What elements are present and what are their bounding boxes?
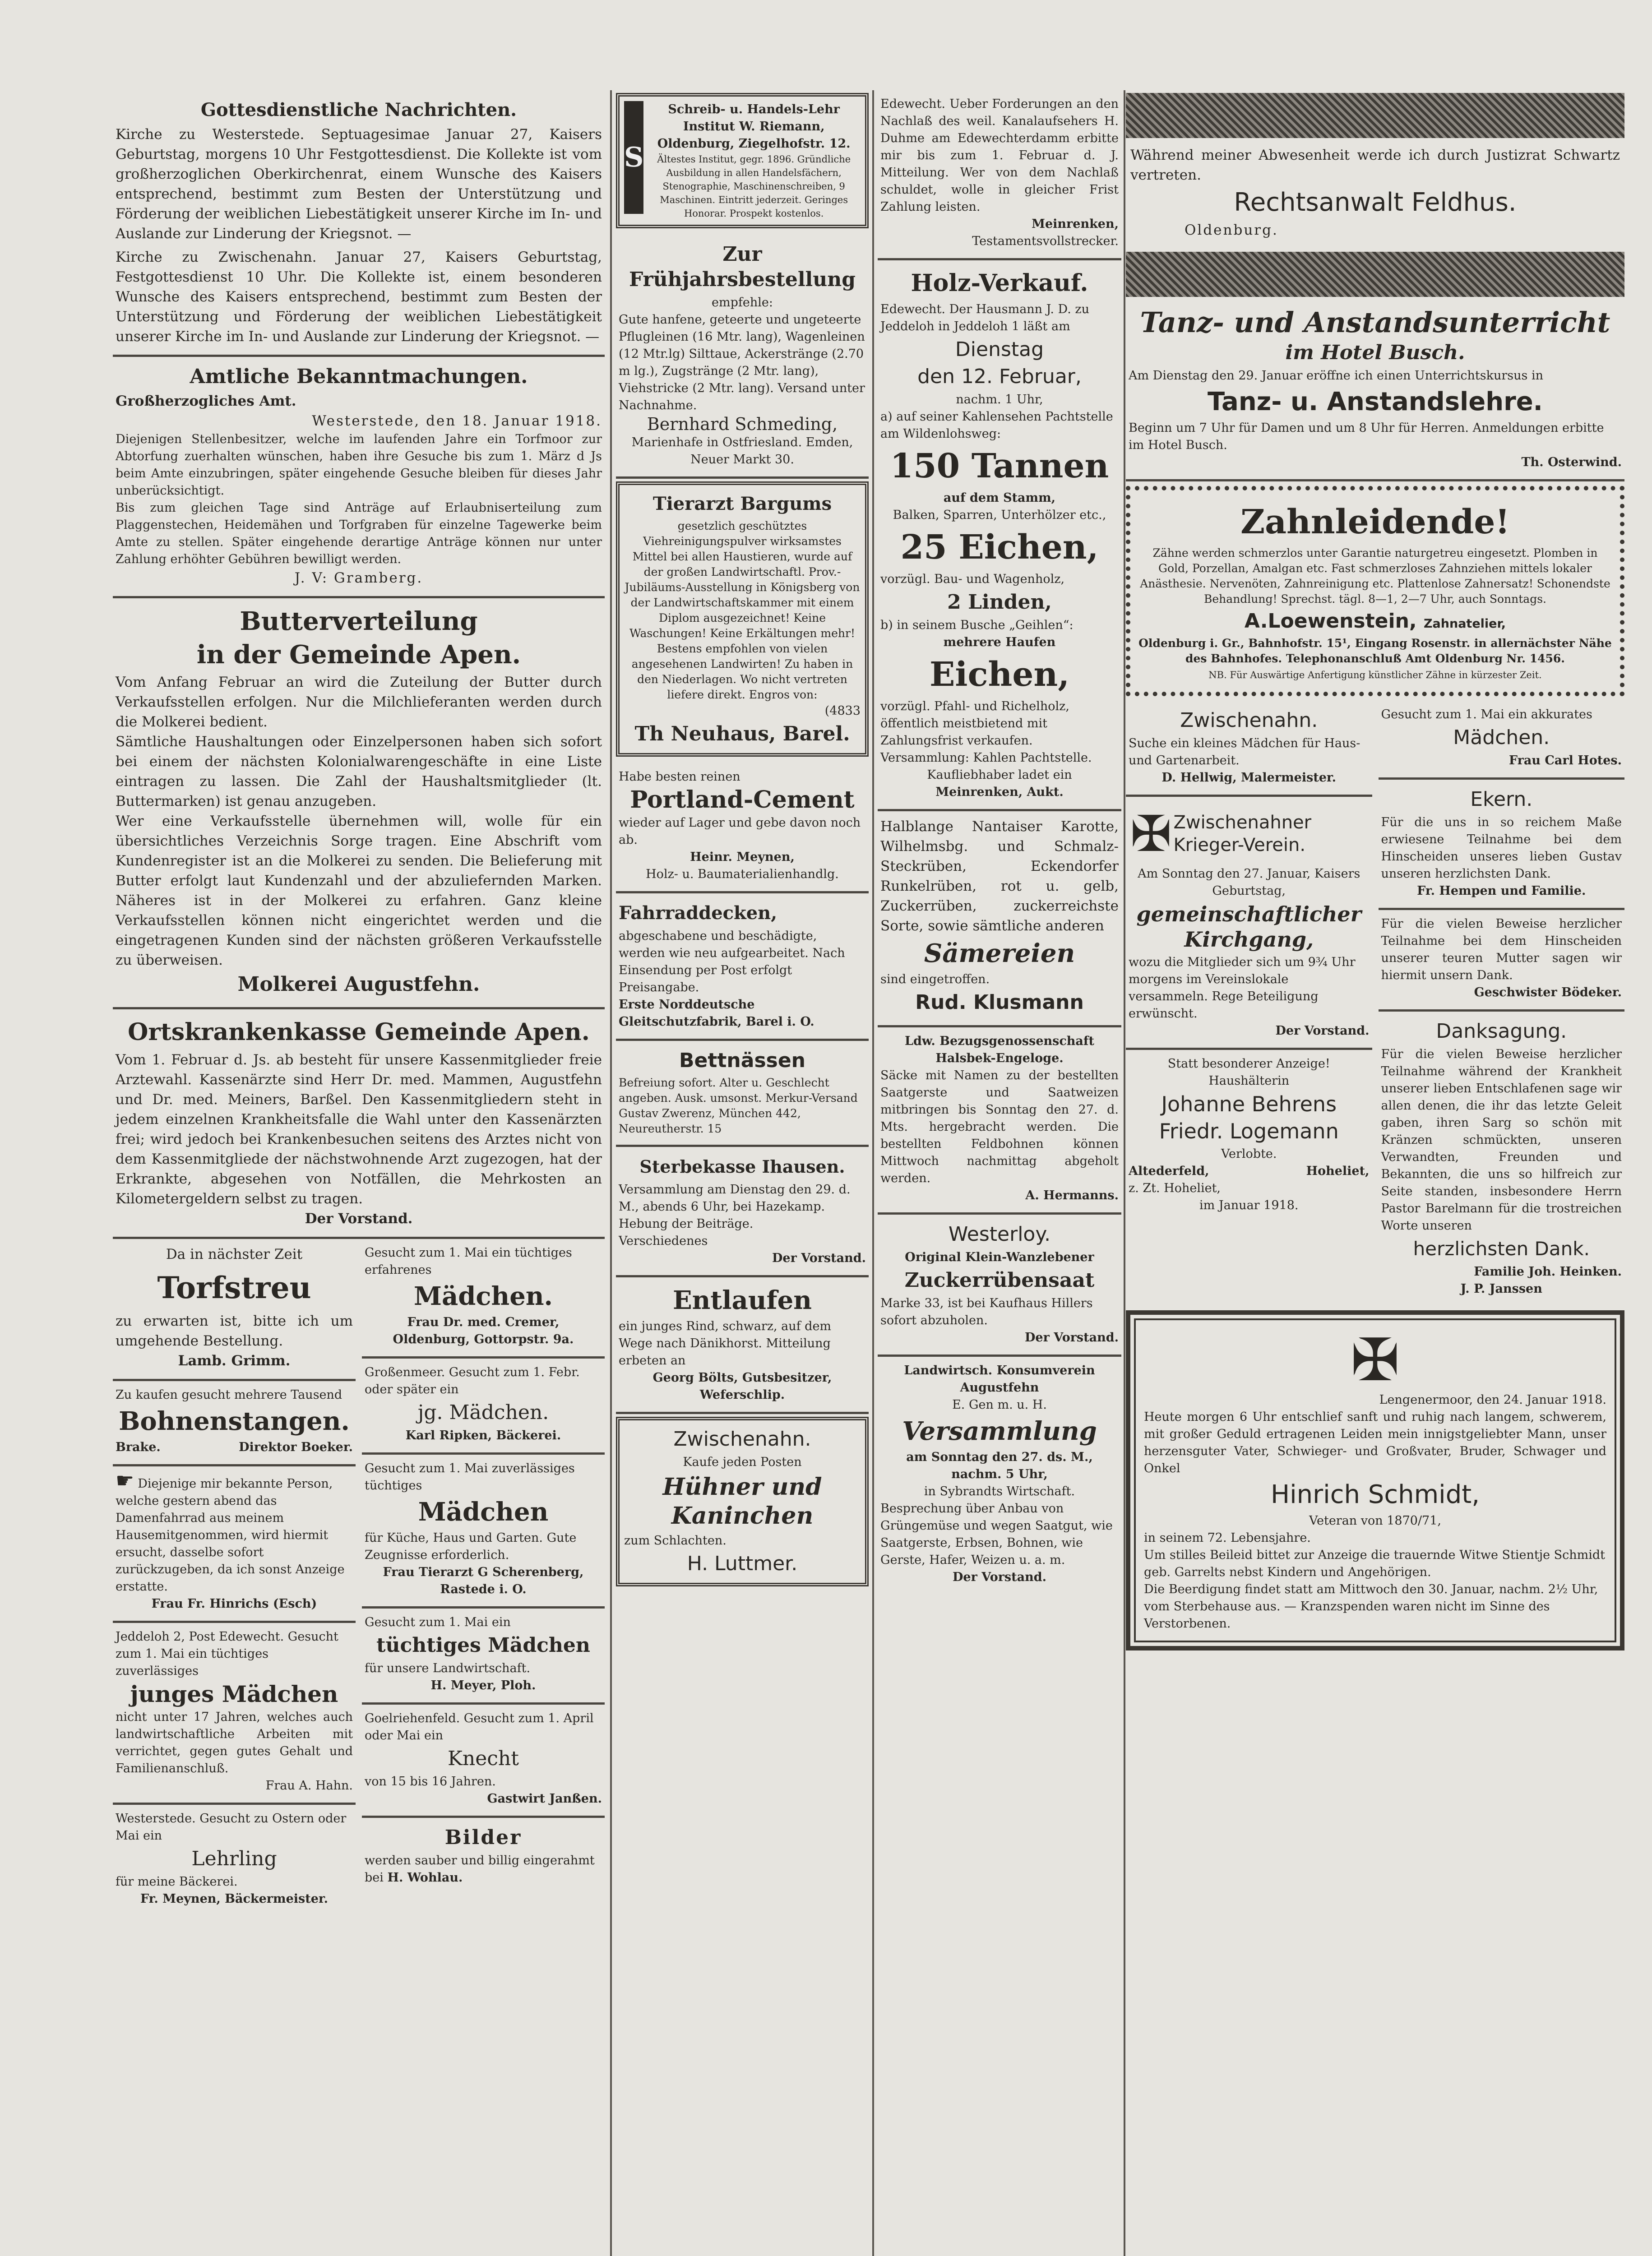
ad-headline: Westerloy. <box>948 1223 1051 1246</box>
ad-signature: Der Vorstand. <box>1025 1331 1119 1345</box>
ad-signature: Frau Dr. med. Cremer, <box>407 1315 560 1329</box>
date-line: im Januar 1918. <box>1199 1198 1299 1212</box>
ad-signature: Gastwirt Janßen. <box>487 1792 602 1806</box>
ad-signature: Th Neuhaus, Barel. <box>634 722 850 745</box>
ad-line: Statt besonderer Anzeige! <box>1167 1057 1330 1071</box>
ad-line: Zu kaufen gesucht mehrere Tausend <box>116 1388 342 1402</box>
ad-signature: Karl Ripken, Bäckerei. <box>405 1428 561 1442</box>
sale-date: den 12. Februar, <box>917 365 1082 388</box>
ad-headline: Torfstreu <box>157 1270 311 1305</box>
ad-line: zu erwarten ist, bitte ich um umgehende Bestellung. <box>116 1313 353 1349</box>
maedchen-scherenberg-ad <box>362 1455 605 1609</box>
ad-line: E. Gen m. u. H. <box>952 1398 1047 1412</box>
office-name: Großherzogliches Amt. <box>116 393 296 409</box>
ad-headline: Danksagung. <box>1436 1020 1567 1043</box>
ad-signature: A. Hermanns. <box>1025 1188 1119 1202</box>
ad-city: Oldenburg. <box>1185 222 1278 238</box>
ad-line: Original Klein-Wanzlebener <box>905 1250 1094 1264</box>
headline: Ortskrankenkasse Gemeinde Apen. <box>128 1018 590 1046</box>
dank-boedeker-ad <box>1379 910 1625 1012</box>
ad-address: Marienhafe in Ostfriesland. Emden, Neuer Markt 30. <box>631 435 853 467</box>
sale-day: Dienstag <box>955 338 1044 361</box>
paragraph: Kirche zu Westerstede. Septuagesimae Januar 27, Kaisers Geburtstag, morgens 10 Uhr Festgottesdienst. Die Kollekte ist vom großherzoglichen Oberkirchenrat, einem Wunsche des Kaisers entsprechend, bestimmt zum Besten der Unterstützung und Förderung der weiblichen Liebestätigkeit unserer Kirche im In- und Auslande zur Linderung der Kriegsnot. — <box>116 126 602 242</box>
signature: J. V: Gramberg. <box>294 570 423 586</box>
small-ads-grid <box>113 1239 605 1916</box>
bride-name: Johanne Behrens <box>1161 1092 1337 1116</box>
edewecht-nachlass-ad <box>878 90 1121 260</box>
ad-line: Westerstede. Gesucht zu Ostern oder Mai ein <box>116 1812 347 1843</box>
column-1 <box>113 90 605 2256</box>
ad-headline: Entlaufen <box>673 1285 812 1315</box>
fahrraddecken-ad <box>616 893 869 1041</box>
ad-signature: Th. Osterwind. <box>1521 455 1622 469</box>
bezugsgenossenschaft-ad <box>878 1027 1121 1215</box>
lot-headline: Eichen, <box>929 655 1070 694</box>
ad-text: Suche ein kleines Mädchen für Haus- und Gartenarbeit. <box>1129 736 1360 767</box>
place: z. Zt. Hoheliet, <box>1129 1181 1221 1195</box>
ad-text: Am Dienstag den 29. Januar eröffne ich einen Unterrichtskursus in <box>1129 369 1544 383</box>
signature: Molkerei Augustfehn. <box>237 973 480 996</box>
ad-address: Oldenburg i. Gr., Bahnhofstr. 15¹, Eingang Rosenstr. in allernächster Nähe des Bahnhofes. Telephonanschluß Amt Oldenburg Nr. 1456. <box>1138 637 1612 665</box>
small-ads-grid <box>1126 701 1624 1306</box>
paragraph: Wer eine Verkaufsstelle übernehmen will, wolle für ein übersichtliches Verzeichnis Sorge tragen. Eine Abschrift vom Kundenregister ist an die Molkerei zu senden. Die Belieferung mit Butter erfolgt laut Kundenzahl und der abzuliefernden Marken. Näheres ist in der Molkerei zu erfahren. Ganz kleine Verkaufsstellen können nicht eingerichtet werden und die eingetragenen Kunden sind der nächsten größeren Verkaufsstelle zu überweisen. <box>116 813 602 968</box>
ad-headline: Zwischenahn. <box>673 1428 811 1451</box>
ad-headline: herzlichsten Dank. <box>1413 1238 1590 1260</box>
bohnenstangen-ad <box>113 1381 356 1466</box>
small-ads-right <box>1379 701 1625 1306</box>
iron-cross-icon: ✠ <box>1351 1326 1400 1394</box>
ad-text: für Küche, Haus und Garten. Gute Zeugnisse erforderlich. <box>365 1531 577 1562</box>
krieger-verein-ad <box>1126 797 1372 1050</box>
ad-headline: Portland-Cement <box>630 786 855 814</box>
ornamental-band <box>1126 252 1624 297</box>
ad-text: Die Beerdigung findet statt am Mittwoch den 30. Januar, nachm. 2½ Uhr, vom Sterbehause aus. — Kranzspenden waren nicht im Sinne des Verstorbenen. <box>1144 1582 1598 1631</box>
ad-headline: Holz-Verkauf. <box>911 269 1088 297</box>
ad-headline: Zahnleidende! <box>1240 503 1510 541</box>
ad-line: a) auf seiner Kahlensehen Pachtstelle am Wildenlohsweg: <box>880 410 1113 441</box>
ad-line: in seinem 72. Lebensjahre. <box>1144 1531 1311 1545</box>
ad-headline: Knecht <box>448 1747 519 1770</box>
verlobung-ad <box>1126 1050 1372 1222</box>
ad-subheadline: Zahnatelier, <box>1423 617 1506 631</box>
schreib-institut-ad <box>616 93 869 228</box>
ad-line: Jeddeloh 2, Post Edewecht. Gesucht zum 1. Mai ein tüchtiges zuverlässiges <box>116 1630 338 1678</box>
ad-headline: Versammlung <box>902 1416 1097 1446</box>
ad-headline: Tierarzt Bargums <box>652 493 832 514</box>
ad-signature: Fr. Meynen, Bäckermeister. <box>140 1892 329 1906</box>
entlaufen-ad <box>616 1277 869 1414</box>
ad-line: Kaufe jeden Posten <box>683 1455 802 1469</box>
ad-signature: Lamb. Grimm. <box>178 1353 291 1369</box>
ad-headline: Mädchen <box>418 1497 549 1527</box>
ad-headline: Tanz- u. Anstandslehre. <box>1208 387 1543 416</box>
headline: Butterverteilung <box>240 606 478 636</box>
maedchen-cremer-ad <box>362 1239 605 1359</box>
column-2 <box>616 90 869 2256</box>
amtliche-bekanntmachungen <box>113 357 605 598</box>
ad-signature: Frau Tierarzt G Scherenberg, <box>383 1565 584 1579</box>
lot-headline: 150 Tannen <box>890 447 1109 485</box>
ad-line: Verschiedenes <box>619 1234 708 1248</box>
paragraph: Kirche zu Zwischenahn. Januar 27, Kaisers Geburtstag, Festgottesdienst 10 Uhr. Die Kollekte ist, einem besonderen Wunsche des Kaisers entsprechend, bestimmt zum Besten der Unterstützung und Förderung der weiblichen Liebestätigkeit unserer Kirche im In- und Auslande zur Linderung der Kriegsnot. — <box>116 249 602 345</box>
danksagung-ad <box>1379 1012 1625 1306</box>
ad-signature: Familie Joh. Heinken. <box>1474 1265 1622 1279</box>
fruehjahrsbestellung-ad <box>616 235 869 479</box>
rechtsanwalt-ad <box>1126 141 1624 249</box>
ad-headline: jg. Mädchen. <box>417 1401 549 1424</box>
ad-text: Am Sonntag den 27. Januar, Kaisers Geburtstag, <box>1138 867 1360 898</box>
ad-headline: Sämereien <box>924 938 1075 968</box>
gottesdienst-notice <box>113 90 605 357</box>
ad-text: Säcke mit Namen zu der bestellten Saatgerste und Saatweizen mitbringen bis Sonntag den 27. d. Mts. hergebracht werden. Die bestellten Feldbohnen können Mittwoch nachmittag abgeholt werden. <box>880 1068 1119 1185</box>
ad-text: wozu die Mitglieder sich um 9¾ Uhr morgens im Vereinslokale versammeln. Rege Beteiligung erwünscht. <box>1129 955 1356 1021</box>
ad-text: nicht unter 17 Jahren, welches auch landwirtschaftliche Arbeiten mit verrichtet, gegen gutes Gehalt und Familienanschluß. <box>116 1710 353 1775</box>
sterbekasse-ad <box>616 1147 869 1277</box>
ad-text: Besprechung über Anbau von Grüngemüse und wegen Saatgut, wie Saatgerste, Erbsen, Bohnen, wie Gerste, Hafer, Weizen u. a. m. <box>880 1502 1113 1567</box>
ad-text: Gute hanfene, geteerte und ungeteerte Pflugleinen (16 Mtr. lang), Wagenleinen (12 Mtr.lg) Silttaue, Ackerstränge (2.70 m lg.), Zugstränge (2 Mtr. lang), Viehstricke (2 Mtr. lang). Versand unter Nachnahme. <box>619 313 865 412</box>
ad-line: für meine Bäckerei. <box>116 1875 238 1889</box>
ad-headline: junges Mädchen <box>130 1681 338 1707</box>
ad-signature-title: Testamentsvollstrecker. <box>972 234 1119 248</box>
ad-headline: Zwischenahner Krieger-Verein. <box>1173 812 1312 855</box>
paragraph: Bis zum gleichen Tage sind Anträge auf Erlaubniserteilung zum Plaggenstechen, Heidemähen und Torfgraben für einzelne Tagewerke beim Amte zu stellen. Später eingehende derartige Anträge können nur unter Zahlung erhöhter Gebühren bewilligt werden. <box>116 501 602 566</box>
ad-address: Oldenburg, Gottorpstr. 9a. <box>393 1332 574 1346</box>
tuechtiges-maedchen-ad <box>362 1609 605 1705</box>
ad-signature: Der Vorstand. <box>953 1570 1046 1584</box>
ad-line: empfehle: <box>712 296 773 310</box>
ad-signature: Fr. Hempen und Familie. <box>1417 884 1586 898</box>
ad-text: Marke 33, ist bei Kaufhaus Hillers sofort abzuholen. <box>880 1296 1093 1327</box>
ad-line: Goelriehenfeld. Gesucht zum 1. April oder Mai ein <box>365 1711 594 1743</box>
ad-headline: Hühner und Kaninchen <box>662 1473 822 1530</box>
westerloy-ad <box>878 1215 1121 1357</box>
ad-signature: H. Wohlau. <box>387 1871 463 1885</box>
ad-text: Für die uns in so reichem Maße erwiesene Teilnahme bei dem Hinscheiden unseres lieben Gustav unseren herzlichsten Dank. <box>1381 815 1622 881</box>
ad-address: Rastede i. O. <box>440 1582 527 1596</box>
hinrichs-ad <box>113 1466 356 1623</box>
zahnleidende-ad <box>1126 486 1624 696</box>
ad-text: Halblange Nantaiser Karotte, Wilhelmsbg. und Schmalz-Steckrüben, Eckendorfer Runkelrüben, rot u. gelb, Zuckerrüben, zuckerreichste Sorte, sowie sämtliche anderen <box>880 818 1119 934</box>
small-ads-right <box>362 1239 605 1916</box>
ad-line: Verlobte. <box>1221 1147 1277 1161</box>
ad-headline: gemeinschaftlicher Kirchgang, <box>1136 902 1361 952</box>
konsumverein-ad <box>878 1357 1121 1594</box>
column-3 <box>878 90 1121 2256</box>
ad-text: abgeschabene und beschädigte, werden wie neu aufgearbeitet. Nach Einsendung per Post erfolgt Preisangabe. <box>619 929 845 994</box>
ad-text: Beginn um 7 Uhr für Damen und um 8 Uhr für Herren. Anmeldungen erbitte im Hotel Busch. <box>1129 421 1604 452</box>
ad-signature: Der Vorstand. <box>1275 1024 1370 1038</box>
ad-line: Hebung der Beiträge. <box>619 1217 754 1231</box>
todesanzeige-ad <box>1126 1310 1624 1650</box>
ornamental-band <box>1126 93 1624 138</box>
column-rule <box>872 90 874 2256</box>
ad-text: Versammlung am Dienstag den 29. d. M., abends 6 Uhr, bei Hazekamp. <box>619 1183 851 1214</box>
ad-signature: D. Hellwig, Malermeister. <box>1161 771 1337 785</box>
ad-line: sind eingetroffen. <box>880 972 990 986</box>
holz-verkauf-ad <box>878 260 1121 811</box>
ad-signature: Heinr. Meynen, <box>690 850 795 864</box>
column-4 <box>1126 90 1624 2256</box>
tierarzt-ad <box>616 481 869 757</box>
ad-line: vorzügl. Bau- und Wagenholz, <box>880 572 1065 586</box>
ad-text: Um stilles Beileid bittet zur Anzeige die trauernde Witwe Stientje Schmidt geb. Garrelts nebst Kindern und Angehörigen. <box>1144 1548 1606 1579</box>
junges-maedchen-ad <box>113 1623 356 1805</box>
ad-signature: Erste Norddeutsche Gleitschutzfabrik, Barel i. O. <box>619 998 814 1029</box>
ad-signature: Geschwister Bödeker. <box>1474 985 1622 999</box>
ad-text: Für die vielen Beweise herzlicher Teilnahme während der Krankheit unserer lieben Entschlafenen sage wir allen denen, die ihr das letzte Geleit gaben, ihren Sarg so schön mit Kränzen schmückten, unseren Verwandten, Freunden und Bekannten, die uns so hilfreich zur Seite standen, insbesondere Herrn Pastor Barelmann für die trostreichen Worte unseren <box>1381 1047 1622 1233</box>
ad-line: von 15 bis 16 Jahren. <box>365 1775 496 1789</box>
bettnaessen-ad <box>616 1041 869 1147</box>
paragraph: Diejenigen Stellenbesitzer, welche im laufenden Jahre ein Torfmoor zur Abtorfung zuerhalten wünschen, haben ihre Gesuche bis zum 1. März d Js beim Amte einzubringen, später eingehende Gesuche bleiben für dieses Jahr unberücksichtigt. <box>116 432 602 498</box>
ortskrankenkasse-ad <box>113 1009 605 1239</box>
ad-line: Veteran von 1870/71, <box>1309 1514 1442 1528</box>
ad-subheadline: im Hotel Busch. <box>1285 341 1465 364</box>
groom-name: Friedr. Logemann <box>1159 1119 1339 1143</box>
iron-cross-icon: ✠ <box>1130 805 1172 863</box>
bilder-ad <box>362 1818 605 1895</box>
ad-note: NB. Für Auswärtige Anfertigung künstlicher Zähne in kürzester Zeit. <box>1208 670 1542 680</box>
ad-text: Ältestes Institut, gegr. 1896. Gründliche Ausbildung in allen Handelsfächern, Stenographie, Maschinenschreiben, 9 Maschinen. Eintritt jederzeit. Geringes Honorar. Prospekt kostenlos. <box>657 154 851 219</box>
ad-signature: H. Meyer, Ploh. <box>430 1678 536 1692</box>
section-title: Gottesdienstliche Nachrichten. <box>200 99 517 120</box>
ad-signature-row <box>116 1439 353 1456</box>
deceased-name: Hinrich Schmidt, <box>1270 1480 1480 1509</box>
ad-text: Befreiung sofort. Alter u. Geschlecht angeben. Ausk. umsonst. Merkur-Versand Gustav Zwerenz, München 442, Neureutherstr. 15 <box>619 1076 858 1135</box>
sale-time: nachm. 1 Uhr, <box>956 393 1043 407</box>
ad-signature: Meinrenken, <box>1032 217 1119 231</box>
ad-headline: Tanz- und Anstandsunterricht <box>1140 306 1610 339</box>
jg-maedchen-ad <box>362 1359 605 1455</box>
paragraph: Vom Anfang Februar an wird die Zuteilung der Butter durch Verkaufsstellen erfolgen. Nur die Milchlieferanten werden durch die Molkerei bedient. <box>116 674 602 730</box>
ad-line: für unsere Landwirtschaft. <box>365 1661 531 1675</box>
ad-line: Haushälterin <box>1208 1074 1290 1088</box>
lot-headline: 25 Eichen, <box>900 528 1099 567</box>
ad-line: wieder auf Lager und gebe davon noch ab. <box>619 816 861 847</box>
ad-signature: Frau Carl Hotes. <box>1509 754 1622 767</box>
ad-signature: Georg Bölts, Gutsbesitzer, <box>652 1371 832 1385</box>
ad-signature: Rud. Klusmann <box>915 991 1084 1014</box>
ad-text: Während meiner Abwesenheit werde ich durch Justizrat Schwartz vertreten. <box>1130 147 1620 183</box>
ad-address: Holz- u. Baumaterialienhandlg. <box>646 867 839 881</box>
ad-headline: Sterbekasse Ihausen. <box>639 1156 845 1177</box>
ad-signature: H. Luttmer. <box>687 1552 798 1575</box>
ad-text: Versammlung: Kahlen Pachtstelle. <box>880 751 1092 765</box>
tanzunterricht-ad <box>1126 300 1624 481</box>
ad-headline: Ldw. Bezugsgenossenschaft Halsbek-Engeloge. <box>905 1034 1094 1065</box>
ad-headline: Schreib- u. Handels-Lehr Institut W. Riemann, <box>668 102 840 134</box>
ad-text: Heute morgen 6 Uhr entschlief sanft und ruhig nach langem, schwerem, mit großer Geduld ertragenen Leiden mein innigstgeliebter Mann, unser herzensguter Vater, Schwieger- und Großvater, Bruder, Schwager und Onkel <box>1144 1410 1606 1475</box>
lot-headline: 2 Linden, <box>947 591 1052 614</box>
small-ads-left <box>113 1239 356 1916</box>
signature: Der Vorstand. <box>305 1211 413 1227</box>
ad-line: Gesucht zum 1. Mai ein tüchtiges erfahrenes <box>365 1246 572 1277</box>
ad-headline: Bohnenstangen. <box>119 1406 350 1436</box>
ad-line: b) in seinem Busche „Geihlen“: <box>880 618 1074 632</box>
ad-headline: Zur Frühjahrsbestellung <box>629 243 856 291</box>
ad-signature: Bernhard Schmeding, <box>647 414 838 434</box>
ad-line: Gesucht zum 1. Mai zuverlässiges tüchtiges <box>365 1461 575 1493</box>
ad-text: am Sonntag den 27. ds. M., nachm. 5 Uhr, <box>906 1450 1093 1481</box>
ad-text: Zähne werden schmerzlos unter Garantie naturgetreu eingesetzt. Plomben in Gold, Porzellan, Amalgan etc. Fast schmerzloses Zahnziehen mittels lokaler Anästhesie. Nervenöten, Zahnreinigung etc. Plattenlose Zahnersatz! Schonendste Behandlung! Sprechst. tägl. 8—1, 2—7 Uhr, auch Sonntags. <box>1140 546 1610 606</box>
ad-headline: Rechtsanwalt Feldhus. <box>1234 188 1517 217</box>
paragraph: Vom 1. Februar d. Js. ab besteht für unsere Kassenmitglieder freie Arztewahl. Kassenärzte sind Herr Dr. med. Mammen, Augustfehn und Dr. med. Meiners, Barßel. Den Kassenmitgliedern steht in jedem einzelnen Krankheitsfalle die Wahl unter den Kassenärzten frei; wird jedoch bei Krankenbesuchen seitens des Arztes nicht von dem Kassenmitgliede der nächstwohnende Arzt zugezogen, hat der Erkrankte, abgesehen von Notfällen, die Mehrkosten an Kilometergeldern selbst zu tragen. <box>116 1052 602 1207</box>
date-line: Westerstede, den 18. Januar 1918. <box>312 413 602 429</box>
date-line: Lengenermoor, den 24. Januar 1918. <box>1379 1393 1606 1407</box>
ad-signature: Direktor Boeker. <box>239 1440 353 1454</box>
ad-headline: Landwirtsch. Konsumverein Augustfehn <box>904 1364 1095 1395</box>
ad-line: Gesucht zum 1. Mai ein <box>365 1615 511 1629</box>
paragraph: Sämtliche Haushaltungen oder Einzelpersonen haben sich sofort bei einem der nächsten Kolonialwarengeschäfte in eine Liste eintragen zu lassen. Die Zahl der Haushaltsmitglieder (lt. Buttermarken) ist genau anzugeben. <box>116 734 602 809</box>
maedchen-hotes-ad <box>1379 701 1625 780</box>
ad-text: vorzügl. Pfahl- und Richelholz, öffentlich meistbietend mit Zahlungsfrist verkaufen. <box>880 699 1069 748</box>
ad-headline: Bettnässen <box>679 1049 805 1072</box>
saemereien-ad <box>878 811 1121 1027</box>
butterverteilung-ad <box>113 598 605 1009</box>
ad-text: gesetzlich geschütztes Viehreinigungspulver wirksamstes Mittel bei allen Haustieren, wurde auf der großen Landwirtschaftl. Prov.-Jubiläums-Ausstellung in Königsberg von der Landwirtschaftskammer mit einem Diplom ausgezeichnet! Keine Waschungen! Keine Erkältungen mehr! Bestens empfohlen von vielen angesehenen Landwirten! Zu haben in den Niederlagen. Wo nicht vertreten liefere direkt. Engros von: <box>625 519 860 701</box>
ad-address: Oldenburg, Ziegelhofstr. 12. <box>657 137 851 151</box>
institute-logo: S <box>624 101 643 214</box>
ad-address: Weferschlip. <box>699 1388 785 1402</box>
ad-line: mehrere Haufen <box>943 635 1056 649</box>
ad-signature: Frau Fr. Hinrichs (Esch) <box>151 1597 317 1611</box>
ad-signature: Der Vorstand. <box>772 1251 866 1265</box>
ad-headline: tüchtiges Mädchen <box>376 1634 590 1657</box>
ad-headline: Lehrling <box>191 1847 277 1870</box>
ad-number: (4833 <box>824 704 861 718</box>
ad-text: in Sybrandts Wirtschaft. <box>924 1484 1075 1498</box>
ad-headline: Zuckerrübensaat <box>904 1269 1095 1292</box>
ad-headline: A.Loewenstein, <box>1244 610 1417 633</box>
place: Hoheliet, <box>1306 1164 1370 1178</box>
ad-text: Edewecht. Ueber Forderungen an den Nachlaß des weil. Kanalaufsehers H. Duhme am Edewechterdamm erbitte mir bis zum 1. Februar d. J. Mitteilung. Wer von dem Nachlaß schuldet, wolle in gleicher Frist Zahlung leisten. <box>880 97 1119 214</box>
column-rule <box>610 90 612 2256</box>
ad-line: Großenmeer. Gesucht zum 1. Febr. oder später ein <box>365 1365 580 1396</box>
ad-headline: Ekern. <box>1470 788 1533 811</box>
torfstreu-ad <box>113 1239 356 1381</box>
ad-line: Balken, Sparren, Unterhölzer etc., <box>893 508 1106 522</box>
place: Altederfeld, <box>1129 1164 1209 1178</box>
ad-signature: Frau A. Hahn. <box>265 1779 353 1793</box>
ad-headline: Bilder <box>444 1826 522 1849</box>
zwischenahn-ad <box>1126 701 1372 797</box>
ad-text: Diejenige mir bekannte Person, welche gestern abend das Damenfahrrad aus meinem Hausemitgenommen, wird hiermit ersucht, dasselbe sofort zurückzugeben, da ich sonst Anzeige erstatte. <box>116 1477 345 1594</box>
ad-line: Da in nächster Zeit <box>166 1246 303 1262</box>
ad-place: Brake. <box>116 1440 161 1454</box>
ekern-ad <box>1379 780 1625 910</box>
column-rule <box>1124 90 1125 2256</box>
ad-text: ein junges Rind, schwarz, auf dem Wege nach Dänikhorst. Mitteilung erbeten an <box>619 1319 832 1368</box>
ad-headline: Mädchen. <box>413 1281 553 1311</box>
ad-text: werden sauber und billig eingerahmt bei <box>365 1854 595 1885</box>
ad-line: zum Schlachten. <box>624 1534 727 1548</box>
ad-signature: J. P. Janssen <box>1460 1282 1542 1296</box>
ad-text: Kaufliebhaber ladet ein <box>927 768 1072 782</box>
ad-headline: Mädchen. <box>1453 726 1550 749</box>
ad-headline: Zwischenahn. <box>1180 709 1318 732</box>
lehrling-ad <box>113 1805 356 1916</box>
ad-headline: Fahrraddecken, <box>619 902 777 924</box>
small-ads-left <box>1126 701 1372 1306</box>
pointing-hand-icon: ☛ <box>116 1468 134 1493</box>
luttmer-ad <box>616 1417 869 1586</box>
headline: in der Gemeinde Apen. <box>196 640 521 670</box>
knecht-ad <box>362 1705 605 1818</box>
ad-text: Edewecht. Der Hausmann J. D. zu Jeddeloh in Jeddeloh 1 läßt am <box>880 302 1090 333</box>
portland-cement-ad <box>616 763 869 893</box>
ad-line: Habe besten reinen <box>619 770 740 784</box>
ad-text: Für die vielen Beweise herzlicher Teilnahme bei dem Hinscheiden unserer teuren Mutter sagen wir hiermit unsern Dank. <box>1381 917 1622 982</box>
section-title: Amtliche Bekanntmachungen. <box>190 365 528 388</box>
ad-line: Gesucht zum 1. Mai ein akkurates <box>1381 707 1592 721</box>
ad-line: auf dem Stamm, <box>943 491 1056 505</box>
ad-signature: Meinrenken, Aukt. <box>935 785 1064 799</box>
